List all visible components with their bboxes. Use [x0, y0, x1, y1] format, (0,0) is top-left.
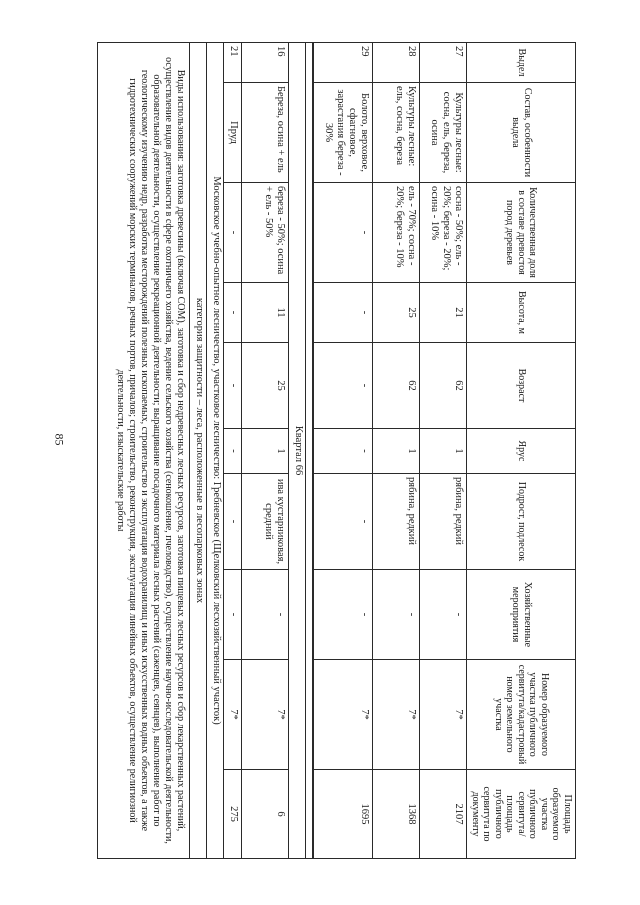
cell-meropriyatiya: - [420, 570, 467, 660]
cell-yarus: 1 [242, 429, 289, 474]
cell-vydel: 21 [224, 43, 242, 83]
cell-ploshchad: 275 [224, 770, 242, 859]
cell-kolichestvo: сосна - 50%; ель - 20%; береза - 20%; осина - 10% [420, 183, 467, 283]
cell-sostav: Болото, верховое, сфагновое, зарастания береза - 30% [313, 83, 373, 183]
cell-vysota: 11 [242, 283, 289, 343]
kategoriya-label: категория защитности – леса, расположенные в лесопарковых зонах [190, 43, 207, 859]
cell-vysota: - [224, 283, 242, 343]
cell-sostav: Пруд [224, 83, 242, 183]
cell-ploshchad: 1695 [313, 770, 373, 859]
cell-ploshchad: 2107 [420, 770, 467, 859]
vidy-row [98, 43, 190, 859]
rotated-table-wrapper [76, 42, 576, 858]
cell-podrost: ива кустарниковая, средний [242, 474, 289, 570]
cell-vydel: 28 [373, 43, 420, 83]
table-row [373, 43, 420, 859]
cell-meropriyatiya: - [224, 570, 242, 660]
cell-nomer: 7* [313, 660, 373, 770]
header-podrost: Подрост, подлесок [467, 474, 576, 570]
lesnichestvo-label: Московское учебно-опытное лесничество, участковое лесничество: Гребневское (Щелковский лесхозяйственный участок) [207, 43, 224, 859]
cell-vydel: 29 [313, 43, 373, 83]
cell-podrost: - [313, 474, 373, 570]
cell-sostav: Культуры лесные: ель, сосна, береза [373, 83, 420, 183]
cell-kolichestvo: береза - 50%; осина + ель - 50% [242, 183, 289, 283]
cell-vydel: 16 [242, 43, 289, 83]
cell-meropriyatiya: - [313, 570, 373, 660]
cell-nomer: 7* [224, 660, 242, 770]
cell-kolichestvo: - [313, 183, 373, 283]
cell-vozrast: 25 [242, 343, 289, 429]
cell-podrost: рябина, редкий [373, 474, 420, 570]
vidy-ispolzovaniya-text: Виды использования: заготовка древесины (включая СОМ), заготовка и сбор недревесных лесных ресурсов, заготовка пищевых лесных ресурсов и сбор лекарственных растений, осуществление видов деятельности в сфере охотничьего хозяйства, ведение сельского хозяйства (сенокошение, пчеловодство), осуществление научно-исследовательской деятельности, образовательной деятельности, осуществление рекреационной деятельности; выращивание посадочного материала лесных растений (саженцев, сеянцев), выполнение работ по геологическому изучению недр, разработка месторождений полезных ископаемых, строительство и эксплуатация водохранилищ и иных искусственных водных объектов, а также гидротехнических сооружений морских терминалов, речных портов, причалов; строительство, реконструкция, эксплуатация линейных объектов, осуществление религиозной деятельности, изыскательские работы [98, 43, 190, 859]
lesnichestvo-row [207, 43, 224, 859]
cell-vysota: 21 [420, 283, 467, 343]
cell-yarus: - [224, 429, 242, 474]
header-yarus: Ярус [467, 429, 576, 474]
cell-ploshchad: 6 [242, 770, 289, 859]
cell-meropriyatiya: - [373, 570, 420, 660]
kvartal-label: Квартал 66 [289, 43, 306, 859]
header-vozrast: Возраст [467, 343, 576, 429]
table-gap [306, 43, 313, 859]
cell-vydel: 27 [420, 43, 467, 83]
cell-podrost: - [224, 474, 242, 570]
cell-nomer: 7* [242, 660, 289, 770]
cell-vozrast: - [224, 343, 242, 429]
cell-sostav: Береза, осина + ель [242, 83, 289, 183]
table-row [313, 43, 373, 859]
cell-kolichestvo: ель - 70%; сосна - 20%; береза - 10% [373, 183, 420, 283]
table-row [242, 43, 289, 859]
cell-yarus: - [313, 429, 373, 474]
table-header-row [467, 43, 576, 859]
page-number: 85 [52, 433, 67, 446]
cell-vysota: 25 [373, 283, 420, 343]
cell-nomer: 7* [373, 660, 420, 770]
cell-yarus: 1 [373, 429, 420, 474]
header-sostav: Состав, особенности выдела [467, 83, 576, 183]
kategoriya-row [190, 43, 207, 859]
cell-sostav: Культуры лесные: сосна, ель, береза, осина [420, 83, 467, 183]
table-row [224, 43, 242, 859]
cell-vozrast: 62 [420, 343, 467, 429]
kvartal-row [289, 43, 306, 859]
cell-yarus: 1 [420, 429, 467, 474]
header-ploshchad: Площадь образуемого участка публичного сервитута/площадь публичного сервитута по документу [467, 770, 576, 859]
table-row [420, 43, 467, 859]
header-vysota: Высота, м [467, 283, 576, 343]
header-nomer: Номер образуемого участка публичного сервитута/кадастровый номер земельного участка [467, 660, 576, 770]
cell-nomer: 7* [420, 660, 467, 770]
cell-vysota: - [313, 283, 373, 343]
header-meropriyatiya: Хозяйственные мероприятия [467, 570, 576, 660]
cell-ploshchad: 1368 [373, 770, 420, 859]
cell-kolichestvo: - [224, 183, 242, 283]
header-kolichestvo: Количественная доля в составе древостоя пород деревьев [467, 183, 576, 283]
gap-cell [306, 43, 313, 859]
cell-podrost: рябина, редкий [420, 474, 467, 570]
cell-meropriyatiya: - [242, 570, 289, 660]
forest-allotment-table [98, 42, 577, 859]
header-vydel: Выдел [467, 43, 576, 83]
cell-vozrast: - [313, 343, 373, 429]
cell-vozrast: 62 [373, 343, 420, 429]
